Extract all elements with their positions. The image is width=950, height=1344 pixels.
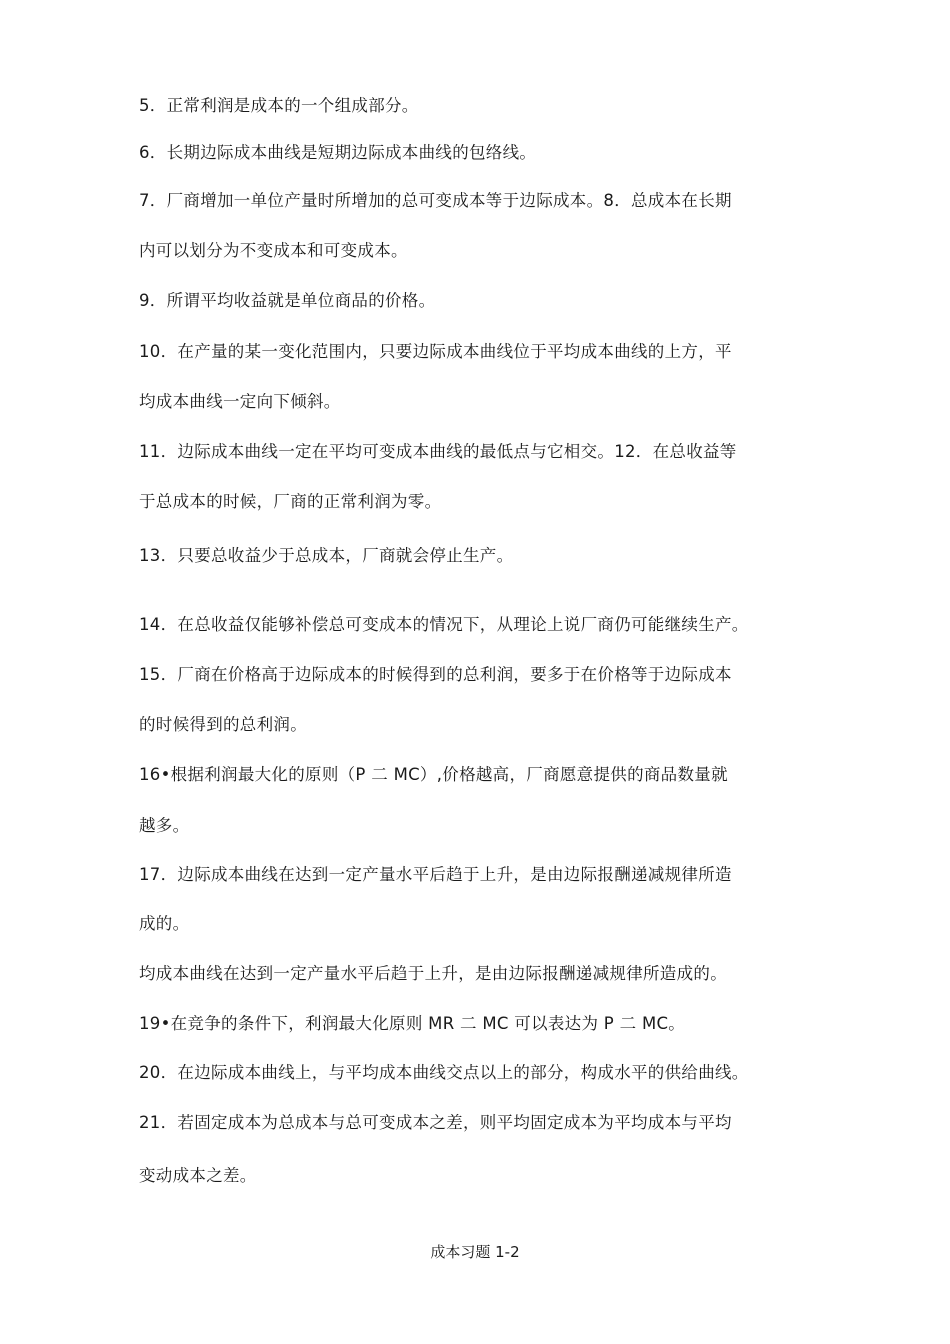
text-line: 成的。 <box>139 914 190 933</box>
text-line: 内可以划分为不变成本和可变成本。 <box>139 241 408 260</box>
text-line: 15．厂商在价格高于边际成本的时候得到的总利润，要多于在价格等于边际成本 <box>139 665 732 684</box>
text-line: 20．在边际成本曲线上，与平均成本曲线交点以上的部分，构成水平的供给曲线。 <box>139 1063 749 1082</box>
text-line: 7．厂商增加一单位产量时所增加的总可变成本等于边际成本。8．总成本在长期 <box>139 191 732 210</box>
text-line: 19•在竞争的条件下，利润最大化原则 MR 二 MC 可以表达为 P 二 MC。 <box>139 1014 686 1033</box>
text-line: 17．边际成本曲线在达到一定产量水平后趋于上升，是由边际报酬递减规律所造 <box>139 865 732 884</box>
text-line: 变动成本之差。 <box>139 1166 257 1185</box>
text-line: 10．在产量的某一变化范围内，只要边际成本曲线位于平均成本曲线的上方，平 <box>139 342 732 361</box>
text-line: 5．正常利润是成本的一个组成部分。 <box>139 96 419 115</box>
text-line: 均成本曲线在达到一定产量水平后趋于上升，是由边际报酬递减规律所造成的。 <box>139 964 727 983</box>
text-line: 9．所谓平均收益就是单位商品的价格。 <box>139 291 436 310</box>
text-line: 16•根据利润最大化的原则（P 二 MC）,价格越高，厂商愿意提供的商品数量就 <box>139 765 728 784</box>
text-line: 13．只要总收益少于总成本，厂商就会停止生产。 <box>139 546 514 565</box>
text-line: 11．边际成本曲线一定在平均可变成本曲线的最低点与它相交。12．在总收益等 <box>139 442 737 461</box>
text-line: 于总成本的时候，厂商的正常利润为零。 <box>139 492 442 511</box>
text-line: 6．长期边际成本曲线是短期边际成本曲线的包络线。 <box>139 143 537 162</box>
text-line: 14．在总收益仅能够补偿总可变成本的情况下，从理论上说厂商仍可能继续生产。 <box>139 615 749 634</box>
text-line: 21．若固定成本为总成本与总可变成本之差，则平均固定成本为平均成本与平均 <box>139 1113 732 1132</box>
text-line: 的时候得到的总利润。 <box>139 715 307 734</box>
text-line: 均成本曲线一定向下倾斜。 <box>139 392 341 411</box>
page-footer: 成本习题 1-2 <box>430 1243 520 1261</box>
text-line: 越多。 <box>139 816 190 835</box>
